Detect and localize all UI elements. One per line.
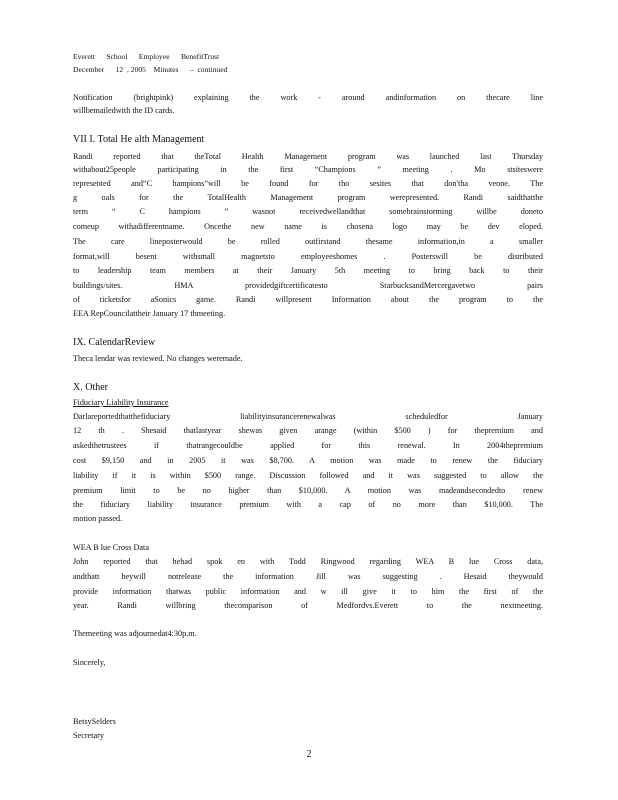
section8-line: Randi reported that theTotal Health Management program was launched last Thursday <box>73 152 543 161</box>
section8-line: comeup withadifferentname. Oncethe new name is chosena logo may be dev eloped. <box>73 222 543 231</box>
section-heading-total-health: VII I. Total He alth Management <box>73 134 205 145</box>
section8-line: EEA RepCouncilattheir January 17 thmeeting. <box>73 309 226 318</box>
notification-line: Notification (brightpink) explaining the work - around andinformation on thecare line <box>73 93 543 102</box>
subheading-wea-blue-cross: WEA B lue Cross Data <box>73 543 149 552</box>
subheading-fiduciary-liability: Fiduciary Liability Insurance <box>73 398 169 407</box>
section8-line: term “ C hampions ” wasnot receivedwellandthat somebrainstorming willbe doneto <box>73 207 543 216</box>
page-number: 2 <box>306 749 312 760</box>
section8-line: withabout25people participating in the first “Champions ” meeting . Mo stsiteswere <box>73 165 543 174</box>
header-date-line: December 12 , 2005 Minutes – continued <box>73 65 228 74</box>
section8-line: buildings/sites. HMA providedgiftcertificatesto StarbucksandMercergavetwo pairs <box>73 281 543 290</box>
section10-line: askedthetrustees if thatrangecouldbe applied for this renewal. In 2004thepremium <box>73 441 543 450</box>
wea-line: provide information thatwas public information and w ill give it to him the first of the <box>73 587 543 596</box>
section9-line: Theca lendar was reviewed. No changes weremade. <box>73 354 243 363</box>
signature-title: Secretary <box>73 731 104 740</box>
section10-line: motion passed. <box>73 514 123 523</box>
section10-line: premium limit to be no higher than $10,000. A motion was madeandsecondedto renew <box>73 486 543 495</box>
wea-line: John reported that hehad spok en with Todd Ringwood regarding WEA B lue Cross data, <box>73 557 543 566</box>
section10-line: Darlareportedthatthefiduciary liabilityinsurancerenewalwas scheduledfor January <box>73 412 543 421</box>
notification-line: willbemailedwith the ID cards. <box>73 106 175 115</box>
section8-line: represented and“C hampions”will be found for tho sesites that don'tha veone. The <box>73 179 543 188</box>
section8-line: g oals for the TotalHealth Management program werepresented. Randi saidthatthe <box>73 193 543 202</box>
section-heading-calendar-review: IX. CalendarReview <box>73 337 156 348</box>
signature-name: BetsySelders <box>73 717 116 726</box>
section10-line: liability if it is within $500 range. Discussion followed and it was suggested to allow the <box>73 471 543 480</box>
header-trust-line: Everett School Employee BenefitTrust <box>73 52 220 61</box>
adjournment-line: Themeeting was adjournedat4:30p.m. <box>73 629 197 638</box>
closing-line: Sincerely, <box>73 658 106 667</box>
section8-line: format,will besent withsmall magnetsto employeeshomes . Posterswill be distributed <box>73 252 543 261</box>
section8-line: The care lineposterwould be rolled outfirstand thesame information,in a smaller <box>73 237 543 246</box>
wea-line: andthatt heywill notrelease the information Jill was suggesting . Hesaid theywould <box>73 572 543 581</box>
section8-line: of ticketsfor aSonics game. Randi willpresent Information about the program to the <box>73 295 543 304</box>
section8-line: to leadership team members at their January 5th meeting to bring back to their <box>73 266 543 275</box>
section-heading-other: X. Other <box>73 382 108 393</box>
section10-line: 12 th . Shesaid thatlastyear shewas given arange (within $500 ) for thepremium and <box>73 426 543 435</box>
wea-line: year. Randi willbring thecomparison of Medfordvs.Everett to the nextmeeting. <box>73 601 543 610</box>
section10-line: the fiduciary liability insurance premium with a cap of no more than $10,000. The <box>73 500 543 509</box>
section10-line: cost $9,150 and in 2005 it was $8,700. A motion was made to renew the fiduciary <box>73 456 543 465</box>
